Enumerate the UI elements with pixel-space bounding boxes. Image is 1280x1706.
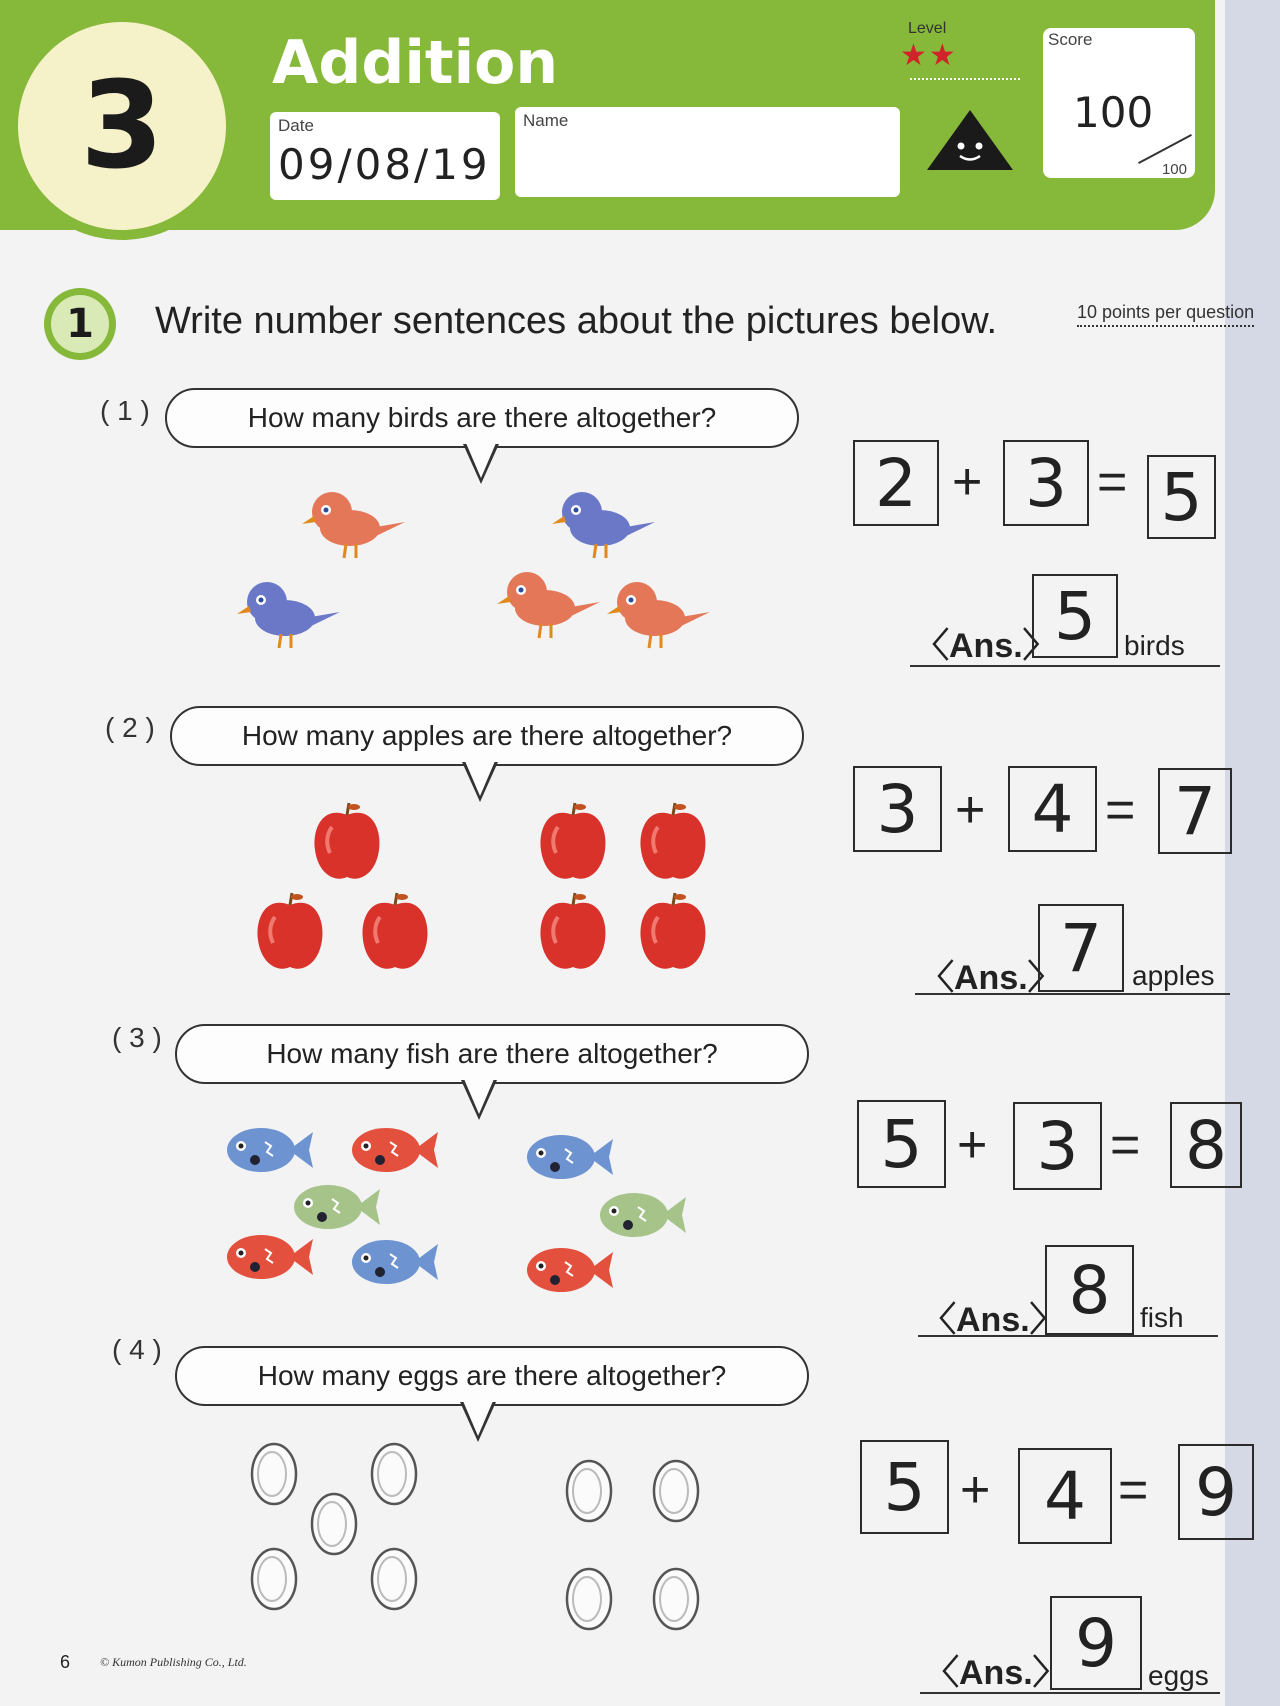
fish-green-1 [294, 1185, 380, 1229]
question-2-number: ( 2 ) [105, 712, 155, 743]
fish-blue-3 [527, 1135, 613, 1179]
question-4-answer[interactable]: 9 [1050, 1596, 1142, 1690]
level-stars: ★★ [900, 39, 958, 72]
apple-1 [314, 803, 379, 879]
question-2-plus: + [955, 781, 986, 839]
score-value: 100 [1073, 88, 1154, 137]
question-4-addend-b[interactable]: 4 [1018, 1448, 1112, 1544]
question-3-prompt: How many fish are there altogether? [175, 1024, 809, 1084]
birds-illustration [220, 475, 720, 665]
score-max: 100 [1161, 161, 1187, 178]
fish-blue-2 [352, 1240, 438, 1284]
question-1-sum[interactable]: 5 [1147, 455, 1216, 539]
question-2-ans-label: 〈Ans.〉 [920, 959, 1062, 997]
apple-4 [540, 803, 605, 879]
apple-3 [362, 893, 427, 969]
question-4-sum[interactable]: 9 [1178, 1444, 1254, 1540]
bird-blue-2 [552, 492, 655, 558]
apples-illustration [255, 800, 715, 980]
egg-8 [567, 1569, 611, 1629]
apple-6 [540, 893, 605, 969]
page-number: 6 [60, 1652, 71, 1672]
question-4-unit: eggs [1148, 1660, 1209, 1691]
points-note: 10 points per question [1077, 302, 1254, 327]
fish-red-1 [352, 1128, 438, 1172]
question-1-prompt: How many birds are there altogether? [165, 388, 799, 448]
question-4-bubble-tail-fill [463, 1401, 493, 1436]
question-1-plus: + [952, 453, 983, 511]
name-label: Name [523, 111, 569, 130]
question-2-unit: apples [1132, 960, 1215, 991]
question-1-addend-b[interactable]: 3 [1003, 440, 1089, 526]
page-title: Addition [272, 28, 559, 98]
question-1-unit: birds [1124, 630, 1185, 661]
question-2-addend-a[interactable]: 3 [853, 766, 942, 852]
question-2-sum[interactable]: 7 [1158, 768, 1232, 854]
egg-4 [252, 1549, 296, 1609]
question-3-addend-a[interactable]: 5 [857, 1100, 946, 1188]
question-3-bubble-tail-fill [464, 1079, 494, 1114]
question-3-answer[interactable]: 8 [1045, 1245, 1134, 1335]
name-field[interactable] [515, 107, 900, 197]
question-1-number: ( 1 ) [100, 395, 150, 426]
apple-2 [257, 893, 322, 969]
question-1-ans-label: 〈Ans.〉 [915, 627, 1057, 665]
egg-3 [312, 1494, 356, 1554]
egg-9 [654, 1569, 698, 1629]
question-3-plus: + [957, 1116, 988, 1174]
egg-6 [567, 1461, 611, 1521]
question-4-prompt: How many eggs are there altogether? [175, 1346, 809, 1406]
question-2-prompt: How many apples are there altogether? [170, 706, 804, 766]
bird-orange-2 [497, 572, 600, 638]
bird-blue-1 [237, 582, 340, 648]
fish-red-3 [527, 1248, 613, 1292]
bird-orange-1 [302, 492, 405, 558]
question-4-plus: + [960, 1461, 991, 1519]
question-1-answer-line [910, 665, 1220, 667]
question-4-equals: = [1118, 1461, 1149, 1519]
apple-5 [640, 803, 705, 879]
fish-blue-1 [227, 1128, 313, 1172]
egg-7 [654, 1461, 698, 1521]
fish-green-2 [600, 1193, 686, 1237]
score-label: Score [1048, 30, 1093, 49]
egg-1 [252, 1444, 296, 1504]
question-4-number: ( 4 ) [112, 1334, 162, 1365]
triangle-mascot-icon [925, 108, 1015, 173]
instruction-text: Write number sentences about the pictures below. [155, 300, 998, 342]
question-2-bubble-tail-fill [465, 761, 495, 796]
question-3-addend-b[interactable]: 3 [1013, 1102, 1102, 1190]
question-4-ans-label: 〈Ans.〉 [925, 1654, 1067, 1692]
question-2-answer[interactable]: 7 [1038, 904, 1124, 992]
fish-red-2 [227, 1235, 313, 1279]
question-1-addend-a[interactable]: 2 [853, 440, 939, 526]
section-number-badge [44, 288, 116, 360]
question-3-unit: fish [1140, 1302, 1184, 1333]
question-1-bubble-tail-fill [466, 443, 496, 478]
question-1-equals: = [1097, 453, 1128, 511]
worksheet-number: 3 [80, 56, 164, 196]
question-3-number: ( 3 ) [112, 1022, 162, 1053]
question-1-answer[interactable]: 5 [1032, 574, 1118, 658]
eggs-illustration [240, 1435, 720, 1645]
score-box[interactable] [1043, 28, 1195, 178]
question-4-answer-line [920, 1692, 1220, 1694]
egg-5 [372, 1549, 416, 1609]
level-divider [910, 78, 1020, 80]
question-4-addend-a[interactable]: 5 [860, 1440, 949, 1534]
bird-orange-3 [607, 582, 710, 648]
egg-2 [372, 1444, 416, 1504]
question-2-answer-line [915, 993, 1230, 995]
question-3-answer-line [918, 1335, 1218, 1337]
level-label: Level [908, 20, 947, 37]
question-3-sum[interactable]: 8 [1170, 1102, 1242, 1188]
copyright: © Kumon Publishing Co., Ltd. [100, 1655, 247, 1669]
question-3-equals: = [1110, 1116, 1141, 1174]
apple-7 [640, 893, 705, 969]
date-label: Date [278, 116, 314, 135]
section-number: 1 [51, 295, 109, 353]
question-3-ans-label: 〈Ans.〉 [922, 1301, 1064, 1339]
question-2-addend-b[interactable]: 4 [1008, 766, 1097, 852]
question-2-equals: = [1105, 781, 1136, 839]
date-value: 09/08/19 [278, 140, 491, 189]
score-divider [1138, 134, 1192, 164]
date-field[interactable] [270, 112, 500, 200]
fish-illustration [220, 1115, 690, 1310]
